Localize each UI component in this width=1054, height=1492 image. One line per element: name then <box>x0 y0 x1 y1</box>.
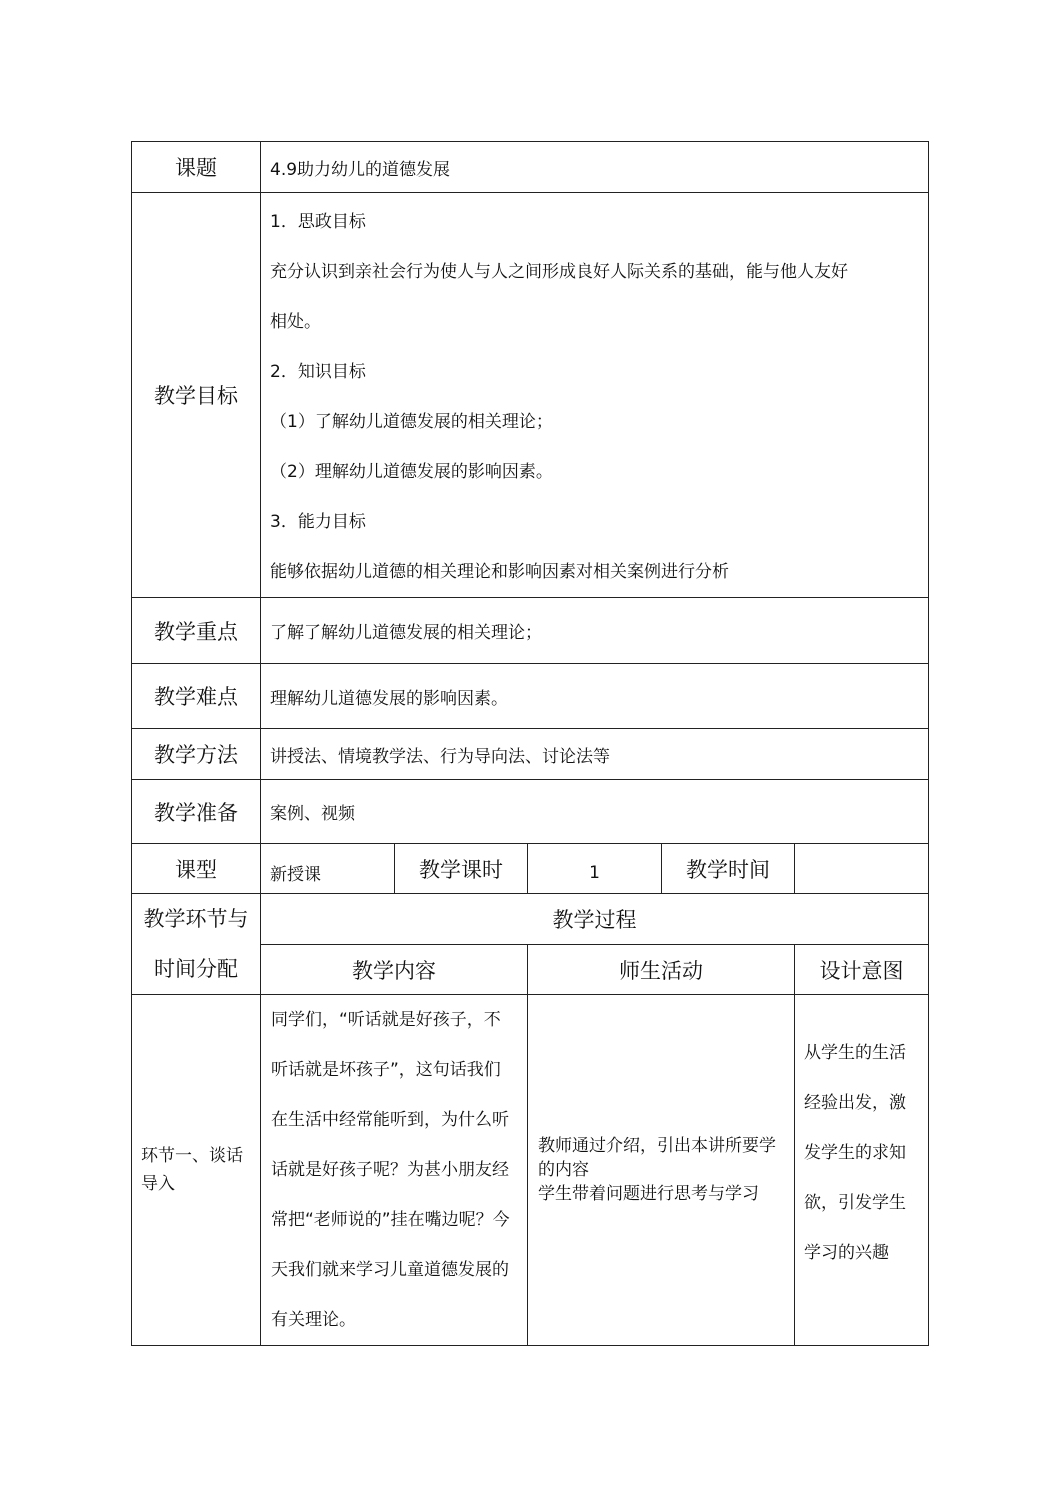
objective-line: 充分认识到亲社会行为使人与人之间形成良好人际关系的基础，能与他人友好 <box>270 262 848 282</box>
topic-row <box>132 142 929 193</box>
methods-label: 教学方法 <box>132 729 261 780</box>
objective-line: 相处。 <box>270 312 321 332</box>
difficulties-row <box>132 664 929 729</box>
preparation-row <box>132 780 929 844</box>
content-header: 教学内容 <box>261 945 528 995</box>
course-type-row <box>132 844 929 894</box>
stage-label <box>132 894 261 995</box>
process-header-row <box>132 894 929 945</box>
methods-row <box>132 729 929 780</box>
methods-value: 讲授法、情境教学法、行为导向法、讨论法等 <box>261 729 929 780</box>
activity-header: 师生活动 <box>528 945 795 995</box>
objective-line: 3．能力目标 <box>270 512 366 532</box>
stage-label-line1: 教学环节与 <box>143 907 249 931</box>
lesson-plan-table <box>131 141 929 1346</box>
hours-label: 教学课时 <box>395 844 528 894</box>
stage1-content: 同学们，“听话就是好孩子，不听话就是坏孩子”，这句话我们在生活中经常能听到，为什么听话就是好孩子呢？为甚小朋友经常把“老师说的”挂在嘴边呢？今天我们就来学习儿童道德发展的有关理论。 <box>261 995 528 1346</box>
stage1-design: 从学生的生活经验出发，激发学生的求知欲，引发学生学习的兴趣 <box>795 995 929 1346</box>
preparation-label: 教学准备 <box>132 780 261 844</box>
stage1-activity <box>528 995 795 1346</box>
objective-line: （1）了解幼儿道德发展的相关理论； <box>270 412 553 432</box>
difficulties-label: 教学难点 <box>132 664 261 729</box>
difficulties-value: 理解幼儿道德发展的影响因素。 <box>261 664 929 729</box>
topic-label: 课题 <box>132 142 261 193</box>
activity-line: 学生带着问题进行思考与学习 <box>538 1184 759 1204</box>
stage-label-line2: 时间分配 <box>154 957 238 981</box>
time-label: 教学时间 <box>662 844 795 894</box>
stage1-row <box>132 995 929 1346</box>
stage1-name: 环节一、谈话导入 <box>132 995 261 1346</box>
key-points-label: 教学重点 <box>132 598 261 664</box>
hours-value: 1 <box>528 844 662 894</box>
type-value: 新授课 <box>261 844 395 894</box>
activity-line: 教师通过介绍，引出本讲所要学的内容 <box>538 1136 776 1180</box>
time-value <box>795 844 929 894</box>
process-label: 教学过程 <box>261 894 929 945</box>
objective-line: 1．思政目标 <box>270 212 366 232</box>
topic-value: 4.9助力幼儿的道德发展 <box>261 142 929 193</box>
objectives-label: 教学目标 <box>132 193 261 598</box>
key-points-value: 了解了解幼儿道德发展的相关理论； <box>261 598 929 664</box>
key-points-row <box>132 598 929 664</box>
objective-line: 2．知识目标 <box>270 362 366 382</box>
objective-line: 能够依据幼儿道德的相关理论和影响因素对相关案例进行分析 <box>270 562 729 582</box>
objectives-content <box>261 193 929 598</box>
objective-line: （2）理解幼儿道德发展的影响因素。 <box>270 462 553 482</box>
type-label: 课型 <box>132 844 261 894</box>
design-header: 设计意图 <box>795 945 929 995</box>
preparation-value: 案例、视频 <box>261 780 929 844</box>
objectives-row <box>132 193 929 598</box>
